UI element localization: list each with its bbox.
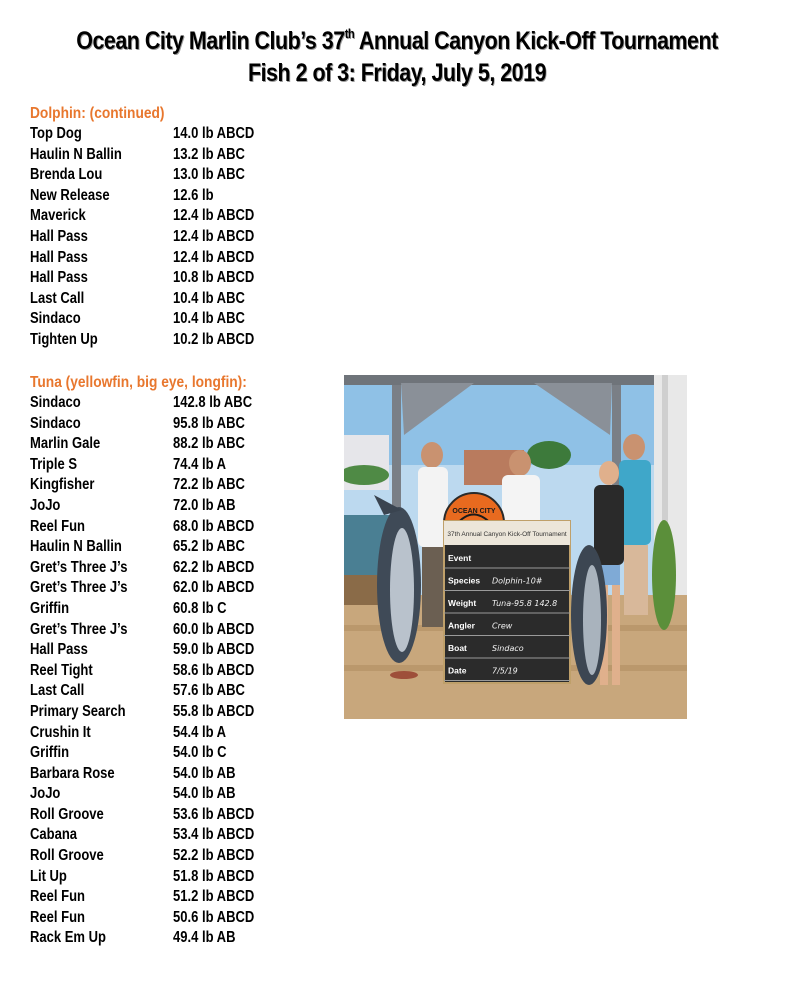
boat-name: Marlin Gale [30, 435, 101, 453]
fish-weight: 95.8 lb ABC [173, 414, 245, 432]
tournament-subtitle: Fish 2 of 3: Friday, July 5, 2019 [247, 59, 547, 87]
board-value: Crew [492, 621, 513, 631]
boat-name: Last Call [30, 682, 85, 700]
boat-name: Hall Pass [30, 248, 88, 266]
tuna-section [30, 373, 282, 949]
board-label: Species [448, 575, 481, 586]
boat-name: Sindaco [30, 310, 81, 328]
fish-weight: 55.8 lb ABCD [173, 702, 255, 720]
boat-name: Griffin [30, 744, 70, 762]
fish-weight: 142.8 lb ABC [173, 394, 253, 411]
tournament-title [56, 18, 739, 57]
boat-name: Tighten Up [30, 330, 98, 348]
dolphin-result-row [30, 206, 255, 227]
dolphin-result-row [30, 268, 255, 289]
fish-weight: 12.6 lb [173, 186, 214, 204]
tuna-result-row [30, 887, 282, 908]
tuna-result-row [30, 496, 282, 517]
tuna-result-row [30, 578, 282, 599]
fish-weight: 54.0 lb C [173, 744, 227, 762]
board-value: Sindaco [492, 644, 524, 653]
boat-name: Primary Search [30, 702, 126, 720]
tuna-result-row [30, 661, 282, 682]
tuna-result-row [30, 414, 282, 435]
logo-top-text: OCEAN CITY [452, 508, 496, 515]
boat-name: Barbara Rose [30, 764, 115, 782]
dolphin-section [30, 104, 255, 351]
title-text: Ocean City Marlin Club’s 37 [76, 27, 345, 55]
fish-weight: 57.6 lb ABC [173, 682, 245, 700]
boat-name: Hall Pass [30, 269, 88, 287]
tuna-result-row [30, 867, 282, 888]
tuna-result-row [30, 434, 282, 455]
fish-weight: 59.0 lb ABCD [173, 641, 255, 659]
boat-name: Lit Up [30, 867, 67, 885]
fish-weight: 60.8 lb C [173, 599, 227, 617]
boat-name: Roll Groove [30, 805, 104, 823]
fish-weight: 54.0 lb AB [173, 785, 236, 803]
tuna-result-row [30, 537, 282, 558]
boat-name: Reel Fun [30, 517, 85, 535]
tuna-result-row [30, 702, 282, 723]
boat-name: JoJo [30, 496, 61, 514]
tuna-result-row [30, 558, 282, 579]
fish-weight: 62.0 lb ABCD [173, 579, 255, 597]
fish-weight: 12.4 lb ABCD [173, 248, 255, 266]
boat-name: Haulin N Ballin [30, 538, 122, 556]
dolphin-result-row [30, 289, 245, 310]
fish-weight: 88.2 lb ABC [173, 435, 245, 453]
boat-name: New Release [30, 186, 110, 204]
boat-name: Roll Groove [30, 847, 104, 865]
fish-weight: 72.0 lb AB [173, 496, 236, 514]
title-text-rest: Annual Canyon Kick-Off Tournament [354, 27, 718, 55]
board-label: Weight [448, 598, 477, 608]
boat-name: Hall Pass [30, 641, 88, 659]
boat-name: Brenda Lou [30, 166, 103, 184]
fish-weight: 10.4 lb ABC [173, 310, 245, 328]
tuna-result-row [30, 475, 282, 496]
fish-weight: 49.4 lb AB [173, 929, 236, 947]
tuna-result-row [30, 517, 282, 538]
boat-name: Crushin It [30, 723, 91, 741]
fish-weight: 72.2 lb ABC [173, 476, 245, 494]
boat-name: Haulin N Ballin [30, 145, 122, 163]
dolphin-result-row [30, 124, 255, 145]
boat-name: Triple S [30, 455, 78, 473]
boat-name: Kingfisher [30, 476, 95, 494]
boat-name: Top Dog [30, 125, 82, 142]
tuna-result-row [30, 393, 282, 414]
fish-weight: 12.4 lb ABCD [173, 207, 255, 225]
tuna-result-row [30, 784, 282, 805]
fish-weight: 54.4 lb A [173, 723, 227, 741]
fish-weight: 12.4 lb ABCD [173, 227, 255, 245]
fish-weight: 52.2 lb ABCD [173, 847, 255, 865]
tuna-result-row [30, 620, 282, 641]
fish-weight: 10.8 lb ABCD [173, 269, 255, 287]
fish-weight: 65.2 lb ABC [173, 538, 245, 556]
board-value: 7/5/19 [492, 666, 518, 676]
tuna-result-row [30, 599, 282, 620]
fish-weight: 13.2 lb ABC [173, 145, 245, 163]
document-header [0, 18, 794, 89]
tuna-result-row [30, 908, 282, 929]
board-label: Angler [448, 620, 475, 631]
catch-photo [344, 375, 687, 719]
catch-photo-illustration [344, 375, 687, 719]
tuna-result-row [30, 825, 282, 846]
boat-name: Gret’s Three J’s [30, 620, 128, 638]
tuna-result-row [30, 455, 282, 476]
boat-name: Griffin [30, 599, 70, 617]
tuna-result-row [30, 681, 282, 702]
boat-name: Gret’s Three J’s [30, 579, 128, 597]
tuna-result-row [30, 723, 282, 744]
boat-name: Reel Fun [30, 888, 85, 906]
dolphin-heading: Dolphin: (continued) [30, 105, 165, 122]
board-label: Event [448, 553, 472, 563]
tuna-result-row [30, 846, 282, 867]
boat-name: Reel Tight [30, 661, 93, 679]
tuna-results-list [30, 393, 282, 949]
tuna-result-row [30, 764, 282, 785]
board-value: Tuna-95.8 142.8 [492, 599, 558, 608]
boat-name: Rack Em Up [30, 929, 106, 947]
fish-weight: 53.4 lb ABCD [173, 826, 255, 844]
dolphin-result-row [30, 145, 245, 166]
boat-name: Maverick [30, 207, 86, 225]
dolphin-results-list [30, 124, 255, 351]
boat-name: Sindaco [30, 394, 81, 411]
fish-weight: 51.8 lb ABCD [173, 867, 255, 885]
boat-name: Last Call [30, 289, 85, 307]
fish-weight: 68.0 lb ABCD [173, 517, 255, 535]
fish-weight: 58.6 lb ABCD [173, 661, 255, 679]
fish-weight: 74.4 lb A [173, 455, 227, 473]
board-value: Dolphin-10# [492, 576, 543, 586]
tuna-result-row [30, 928, 282, 949]
boat-name: JoJo [30, 785, 61, 803]
dolphin-result-row [30, 248, 255, 269]
boat-name: Gret’s Three J’s [30, 558, 128, 576]
fish-weight: 51.2 lb ABCD [173, 888, 255, 906]
boat-name: Sindaco [30, 414, 81, 432]
tuna-heading: Tuna (yellowfin, big eye, longfin): [30, 374, 247, 391]
dolphin-result-row [30, 165, 245, 186]
tuna-result-row [30, 743, 282, 764]
fish-weight: 62.2 lb ABCD [173, 558, 255, 576]
dolphin-result-row [30, 186, 214, 207]
tuna-result-row [30, 805, 282, 826]
board-title: 37th Annual Canyon Kick-Off Tournament [447, 531, 567, 538]
boat-name: Hall Pass [30, 227, 88, 245]
title-superscript: th [344, 26, 355, 41]
fish-weight: 13.0 lb ABC [173, 166, 245, 184]
boat-name: Cabana [30, 826, 78, 844]
tuna-result-row [30, 640, 282, 661]
fish-weight: 14.0 lb ABCD [173, 125, 255, 142]
fish-weight: 60.0 lb ABCD [173, 620, 255, 638]
fish-weight: 53.6 lb ABCD [173, 805, 255, 823]
dolphin-result-row [30, 309, 245, 330]
board-label: Date [448, 665, 467, 676]
fish-weight: 10.4 lb ABC [173, 289, 245, 307]
fish-weight: 10.2 lb ABCD [173, 330, 255, 348]
dolphin-result-row [30, 330, 255, 351]
fish-weight: 50.6 lb ABCD [173, 908, 255, 926]
board-label: Boat [448, 643, 467, 653]
boat-name: Reel Fun [30, 908, 85, 926]
fish-weight: 54.0 lb AB [173, 764, 236, 782]
dolphin-result-row [30, 227, 255, 248]
